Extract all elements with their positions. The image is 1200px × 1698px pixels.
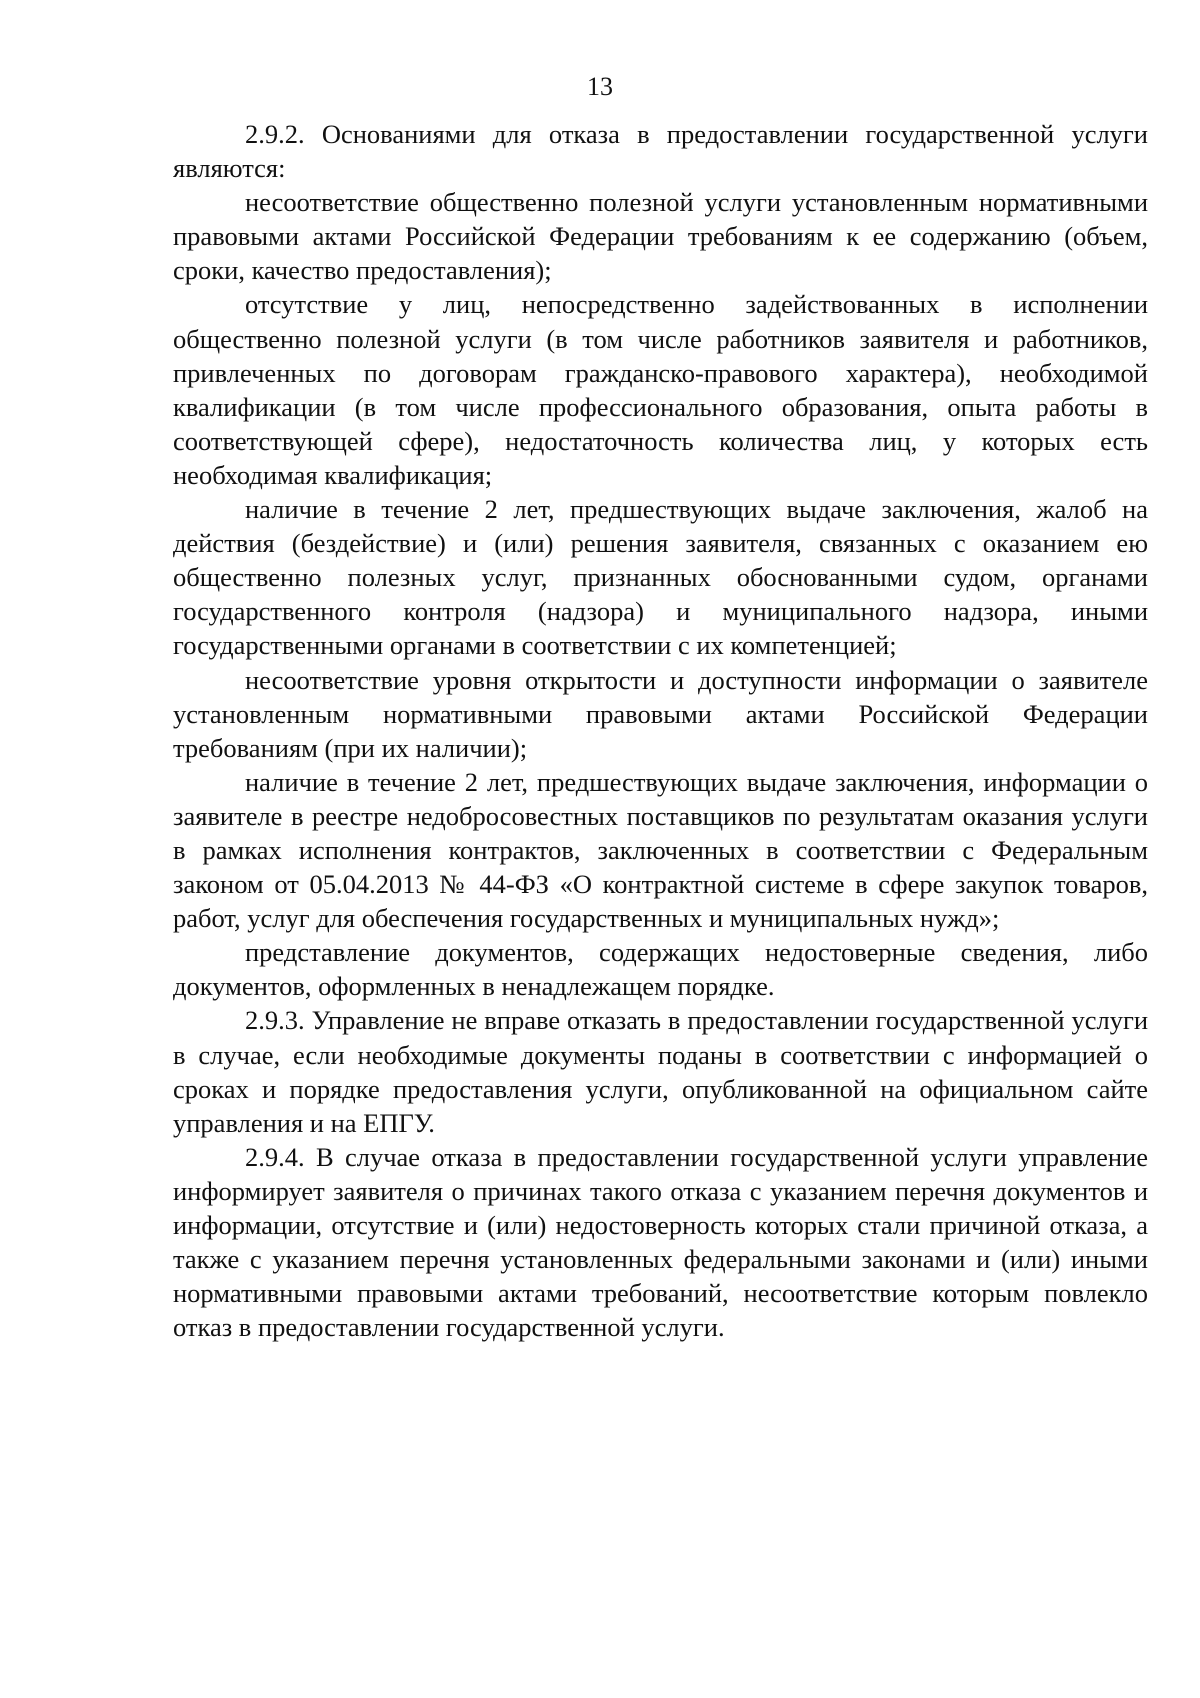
paragraph-service-mismatch: несоответствие общественно полезной услуги установленным нормативными правовыми актами Российской Федерации требованиям к ее содержанию (объем, сроки, качество предоставления); (173, 187, 1148, 286)
paragraph-2-9-3: 2.9.3. Управление не вправе отказать в предоставлении государственной услуги в случае, если необходимые документы поданы в соответствии с информацией о сроках и порядке предоставления услуги, опубликованной на официальном сайте управления и на ЕПГУ. (173, 1005, 1148, 1138)
document-body (173, 117, 1148, 1344)
page-number: 13 (587, 72, 613, 101)
paragraph-supplier-registry: наличие в течение 2 лет, предшествующих выдаче заключения, информации о заявителе в реестре недобросовестных поставщиков по результатам оказания услуги в рамках исполнения контрактов, заключенных в соответствии с Федеральным законом от 05.04.2013 № 44-ФЗ «О контрактной системе в сфере закупок товаров, работ, услуг для обеспечения государственных и муниципальных нужд»; (173, 766, 1148, 934)
paragraph-transparency: несоответствие уровня открытости и доступности информации о заявителе установленным нормативными правовыми актами Российской Федерации требованиям (при их наличии); (173, 664, 1148, 763)
paragraph-complaints: наличие в течение 2 лет, предшествующих выдаче заключения, жалоб на действия (бездействие) и (или) решения заявителя, связанных с оказанием ею общественно полезных услуг, признанных обоснованными судом, органами государственного контроля (надзора) и муниципального надзора, иными государственными органами в соответствии с их компетенцией; (173, 494, 1148, 661)
paragraph-2-9-2: 2.9.2. Основаниями для отказа в предоставлении государственной услуги являются: (173, 119, 1148, 184)
paragraph-false-documents: представление документов, содержащих недостоверные сведения, либо документов, оформленных в ненадлежащем порядке. (173, 937, 1148, 1002)
paragraph-2-9-4: 2.9.4. В случае отказа в предоставлении государственной услуги управление информирует заявителя о причинах такого отказа с указанием перечня документов и информации, отсутствие и (или) недостоверность которых стали причиной отказа, а также с указанием перечня установленных федеральными законами и (или) иными нормативными правовыми актами требований, несоответствие которым повлекло отказ в предоставлении государственной услуги. (173, 1141, 1148, 1343)
paragraph-qualification: отсутствие у лиц, непосредственно задействованных в исполнении общественно полезной услуги (в том числе работников заявителя и работников, привлеченных по договорам гражданско-правового характера), необходимой квалификации (в том числе профессионального образования, опыта работы в соответствующей сфере), недостаточность количества лиц, у которых есть необходимая квалификация; (173, 289, 1148, 490)
